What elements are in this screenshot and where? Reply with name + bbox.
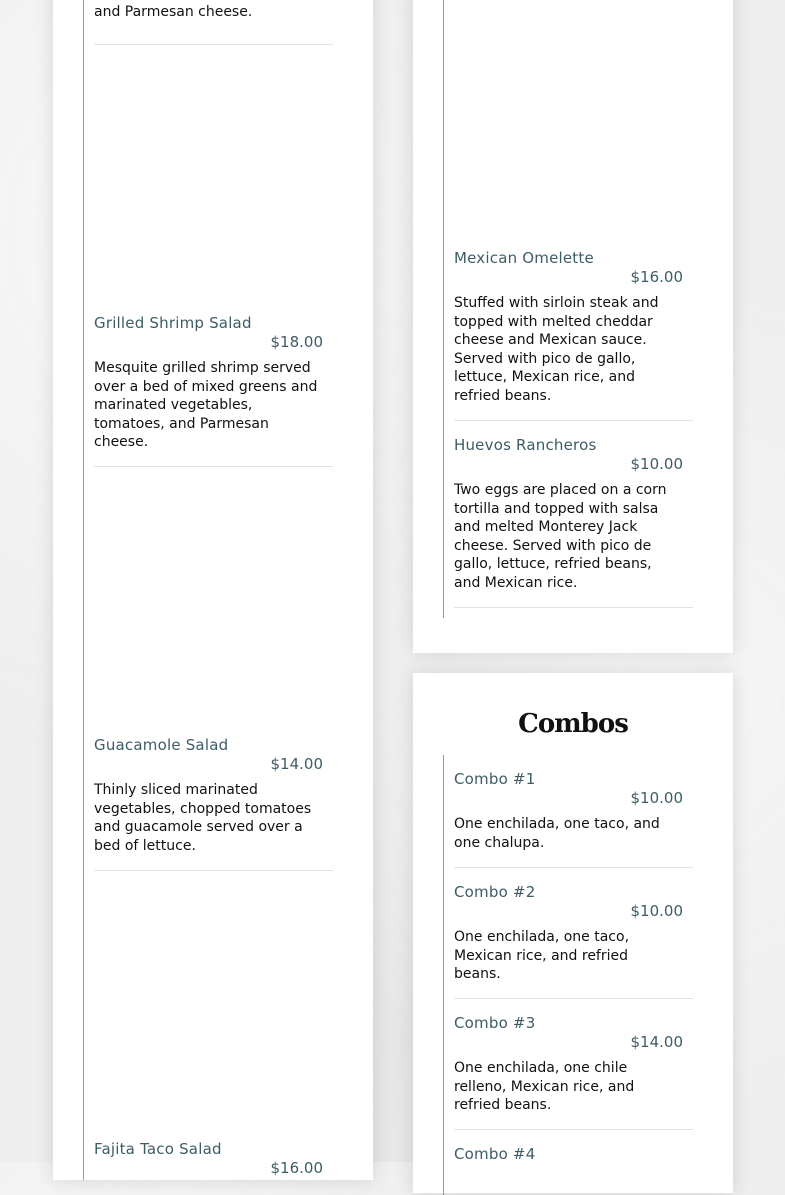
item-description: Thinly sliced marinated vegetables, chopped tomatoes and guacamole served over a bed of lettuce.: [94, 782, 312, 854]
item-separator: [94, 44, 333, 45]
item-description: Two eggs are placed on a corn tortilla and topped with salsa and melted Monterey Jack cheese. Served with pico de gallo, lettuce, refried beans, and Mexican rice.: [454, 482, 667, 591]
item-name: Grilled Shrimp Salad: [94, 314, 252, 332]
salads-menu-card: [53, 0, 373, 1180]
item-price: $10.00: [630, 455, 683, 473]
item-name: Combo #2: [454, 883, 536, 901]
card-accent-rule: [443, 755, 444, 1195]
item-description: One enchilada, one taco, Mexican rice, and refried beans.: [454, 929, 630, 982]
item-price: $16.00: [630, 268, 683, 286]
item-name: Huevos Rancheros: [454, 436, 597, 454]
item-name: Combo #3: [454, 1014, 536, 1032]
item-separator: [94, 870, 333, 871]
item-separator: [454, 420, 693, 421]
item-separator: [454, 998, 693, 999]
item-description: Mesquite grilled shrimp served over a bed of mixed greens and marinated vegetables, tomatoes, and Parmesan cheese.: [94, 360, 318, 450]
item-name: Mexican Omelette: [454, 249, 594, 267]
item-description: One enchilada, one taco, and one chalupa.: [454, 816, 660, 851]
item-description: Stuffed with sirloin steak and topped with melted cheddar cheese and Mexican sauce. Served with pico de gallo, lettuce, Mexican rice, and refried beans.: [454, 295, 659, 404]
item-separator: [454, 1129, 693, 1130]
item-price: $10.00: [630, 789, 683, 807]
item-price: $14.00: [630, 1033, 683, 1051]
item-separator: [94, 466, 333, 467]
item-description-fragment: and Parmesan cheese.: [94, 3, 253, 20]
item-description: One enchilada, one chile relleno, Mexican rice, and refried beans.: [454, 1060, 635, 1113]
combos-menu-card: [413, 673, 733, 1193]
card-accent-rule: [83, 0, 84, 1180]
item-name: Fajita Taco Salad: [94, 1140, 222, 1158]
item-name: Combo #1: [454, 770, 536, 788]
item-price: $10.00: [630, 902, 683, 920]
item-price: $16.00: [270, 1159, 323, 1177]
item-price: $18.00: [270, 333, 323, 351]
item-separator: [454, 867, 693, 868]
item-name: Guacamole Salad: [94, 736, 229, 754]
breakfast-menu-card: [413, 0, 733, 653]
section-title: Combos: [518, 709, 628, 739]
card-accent-rule: [443, 0, 444, 618]
item-name: Combo #4: [454, 1145, 536, 1163]
item-separator: [454, 607, 693, 608]
item-price: $14.00: [270, 755, 323, 773]
